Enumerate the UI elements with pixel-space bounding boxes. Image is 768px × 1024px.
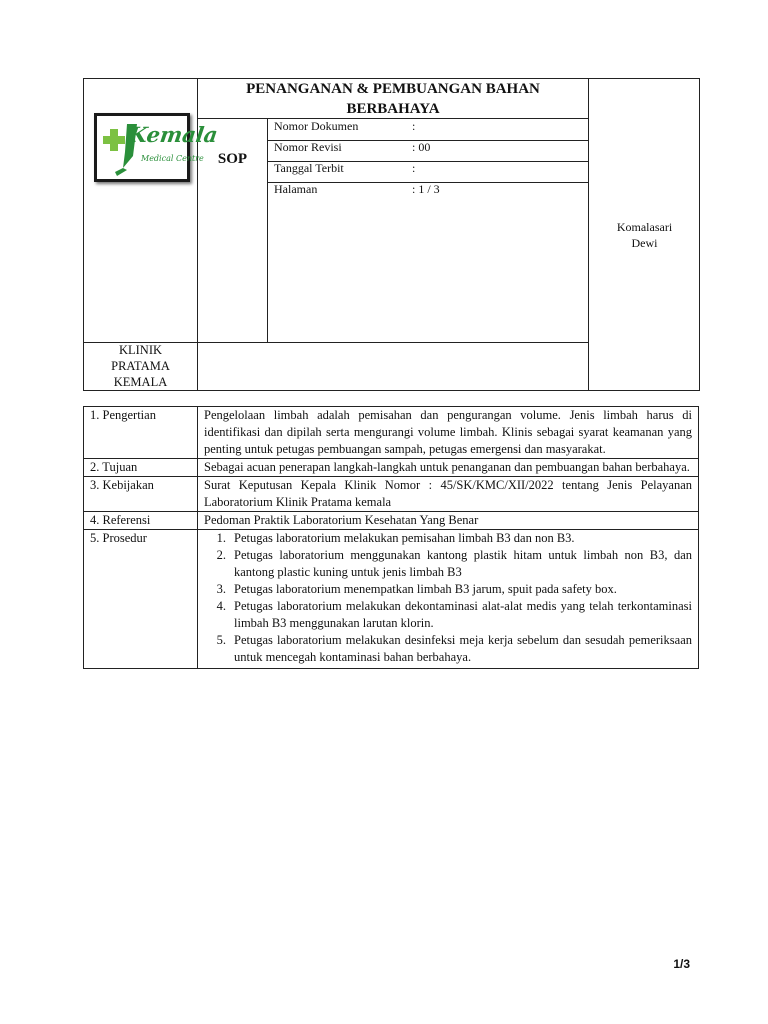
step-text: Petugas laboratorium melakukan desinfeksi meja kerja sebelum dan sesudah pemeriksaan untuk mencegah kontaminasi bahan berbahaya. <box>234 633 692 664</box>
meta-row-halaman <box>268 182 588 203</box>
sop-label: SOP <box>217 151 248 167</box>
list-item <box>204 530 692 547</box>
step-text: Petugas laboratorium melakukan dekontaminasi alat-alat medis yang telah terkontaminasi limbah B3 menggunakan larutan klorin. <box>234 599 692 630</box>
signer-line-2: Dewi <box>631 236 658 250</box>
step-text: Petugas laboratorium melakukan pemisahan limbah B3 dan non B3. <box>234 531 575 545</box>
step-text: Petugas laboratorium menempatkan limbah B3 jarum, spuit pada safety box. <box>234 582 617 596</box>
meta-value: : 00 <box>412 140 431 154</box>
section-label: 4. Referensi <box>84 512 198 530</box>
table-row <box>84 407 699 459</box>
step-number: 4. <box>216 599 226 613</box>
clinic-name <box>84 342 197 390</box>
logo-text: Kemala <box>127 122 220 147</box>
procedure-steps <box>198 530 699 669</box>
step-number: 1. <box>216 531 226 545</box>
clinic-logo <box>94 113 220 182</box>
title-line-2: BERBAHAYA <box>346 101 440 117</box>
meta-row-revisi <box>268 140 588 162</box>
meta-label: Nomor Revisi <box>274 140 342 154</box>
table-row <box>84 530 699 669</box>
step-text: Petugas laboratorium menggunakan kantong plastik hitam untuk limbah non B3, dan kantong plastic kuning untuk jenis limbah B3 <box>234 548 692 579</box>
meta-row-dokumen <box>268 119 588 141</box>
section-text: Pedoman Praktik Laboratorium Kesehatan Yang Benar <box>198 512 699 530</box>
signer-name <box>589 219 700 251</box>
meta-label: Halaman <box>274 182 318 196</box>
list-item <box>204 632 692 666</box>
section-label: 1. Pengertian <box>84 407 198 459</box>
section-label: 5. Prosedur <box>84 530 198 669</box>
meta-label: Nomor Dokumen <box>274 119 359 133</box>
document-title <box>198 79 588 119</box>
section-label: 2. Tujuan <box>84 459 198 477</box>
clinic-line-1: KLINIK <box>118 343 163 357</box>
meta-value: : <box>412 119 416 133</box>
logo-subtext: Medical Centre <box>141 154 204 163</box>
list-item <box>204 581 692 598</box>
page-number: 1/3 <box>673 957 690 971</box>
meta-value: : <box>412 161 416 175</box>
section-text: Surat Keputusan Kepala Klinik Nomor : 45/SK/KMC/XII/2022 tentang Jenis Pelayanan Laboratorium Klinik Pratama kemala <box>198 477 699 512</box>
procedure-table <box>83 406 699 669</box>
step-number: 2. <box>216 548 226 562</box>
title-line-1: PENANGANAN & PEMBUANGAN BAHAN <box>246 81 540 97</box>
table-row <box>84 477 699 512</box>
clinic-line-3: KEMALA <box>113 375 168 389</box>
section-text: Pengelolaan limbah adalah pemisahan dan pengurangan volume. Jenis limbah harus di identifikasi dan dipilah serta mengurangi volume limbah. Klinis sebagai syarat keamanan yang penting untuk petugas pembuangan sampah, petugas emergensi dan masyarakat. <box>198 407 699 459</box>
section-label: 3. Kebijakan <box>84 477 198 512</box>
step-number: 3. <box>216 582 226 596</box>
meta-value: : 1 / 3 <box>412 182 440 196</box>
section-text: Sebagai acuan penerapan langkah-langkah untuk penanganan dan pembuangan bahan berbahaya. <box>198 459 699 477</box>
meta-label: Tanggal Terbit <box>274 161 344 175</box>
list-item <box>204 598 692 632</box>
list-item <box>204 547 692 581</box>
step-number: 5. <box>216 633 226 647</box>
steps-list <box>204 530 692 666</box>
clinic-line-2: PRATAMA <box>111 359 170 373</box>
table-row <box>84 512 699 530</box>
meta-row-tanggal <box>268 161 588 183</box>
signer-line-1: Komalasari <box>616 220 673 234</box>
table-row <box>84 459 699 477</box>
